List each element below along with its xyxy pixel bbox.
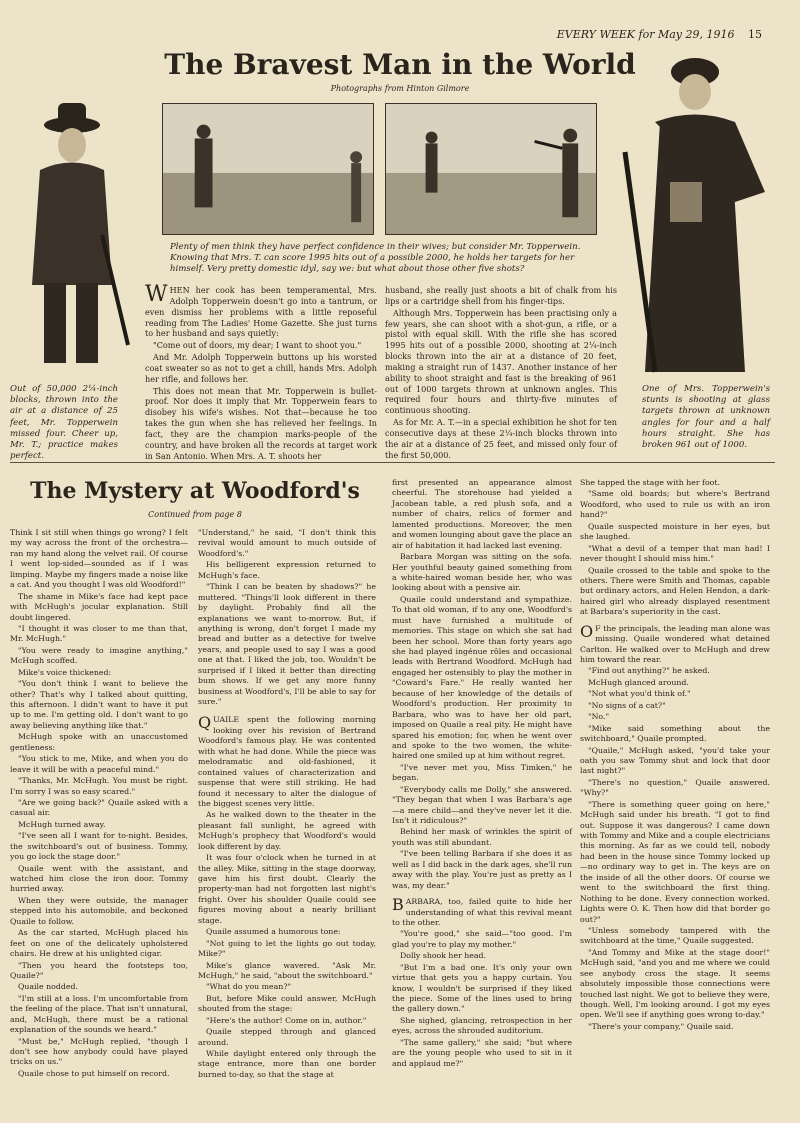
page-number: 15	[748, 28, 762, 41]
paragraph: "There's your company," Quaile said.	[588, 1021, 734, 1031]
paragraph: "There's no question," Quaile answered. "Why?"	[580, 777, 770, 798]
paragraph: first presented an appearance almost cheerful. The storehouse had yielded a Jacobean table, a red plush sofa, and a number of chairs, relics of former and lamented productions. Moreover, the men and women lounging about gave the place an air of habitation it had lacked last evening.	[392, 478, 572, 550]
paragraph: Although Mrs. Topperwein has been practising only a few years, she can shoot with a shot-gun, a rifle, or a pistol with equal skill. With the rifle she has scored 1995 hits out of a possible 2000, shooting at 2¼-inch blocks thrown into the air at a distance of 20 feet, making a straight run of 1437. Another instance of her ability to shoot straight and fast is the breaking of 961 out of 1000 targets thrown at unknown angles. This required four hours and thirty-five minutes of continuous shooting.	[385, 307, 617, 416]
article1-column-2	[385, 285, 617, 462]
paragraph: "What do you mean?"	[206, 982, 292, 992]
paragraph: "Find out anything?" he asked.	[588, 666, 710, 676]
article2-title: The Mystery at Woodford's	[30, 478, 360, 504]
paragraph: Quaile suspected moisture in her eyes, but she laughed.	[580, 521, 770, 542]
paragraph: O F the principals, the leading man alone was missing. Quaile wondered what detained Carlton. He walked over to McHugh and drew him toward the rear.	[580, 621, 770, 664]
paragraph: "Same old boards; but where's Bertrand Woodford, who used to rule us with an iron hand?"	[580, 489, 770, 520]
paragraph: QUAILE spent the following morning looking over his revision of Bertrand Woodford's famous play. He was contented with what he had done. While the piece was melodramatic and old-fashioned, it contained values of characterization and suspense that were still striking. He had found it necessary to alter the dialogue of the biggest scenes very little.	[198, 713, 376, 808]
paragraph: "Are we going back?" Quaile asked with a casual air.	[10, 797, 188, 818]
paragraph: "I thought it was closer to me than that, Mr. McHugh."	[10, 623, 188, 644]
section-divider	[10, 462, 775, 463]
right-caption: One of Mrs. Topperwein's stunts is shooting at glass targets thrown at unknown angles for four and a half hours straight. She has broken 961 out of 1000.	[642, 384, 770, 450]
magazine-name: EVERY WEEK	[556, 28, 636, 41]
paragraph: Think I sit still when things go wrong? I felt my way across the front of the orchestra—ran my hand along the velvet rail. Of course I went lop-sided—sounded as if I was limping. Maybe my fingers made a noise like a cat. And you thought I was old Woodford!"	[10, 528, 188, 590]
target-holding-image	[163, 104, 373, 234]
paragraph: "Think I can be beaten by shadows?" he muttered. "Things'll look different in there by daylight. Probably find all the explanations we want to-morrow. But, if anything is wrong, don't forget I made my bread and butter as a detective for twelve years, and people used to say I was a good one at that. I liked the job, too. Wouldn't be surprised if I liked it better than directing bum shows. If we get any more funny business at Woodford's, I'll be able to say for sure."	[198, 582, 376, 706]
paragraph: While daylight entered only through the stage entrance, more than one border burned to-day, so that the stage at	[198, 1049, 376, 1079]
paragraph: "I've been telling Barbara if she does it as well as I did back in the dark ages, she'll run away with the play. You're just as pretty as I was, my dear."	[392, 849, 572, 890]
paragraph: "Not going to let the lights go out today, Mike?"	[198, 938, 376, 959]
paragraph: Quaile chose to put himself on record.	[18, 1068, 170, 1078]
paragraph: "Come out of doors, my dear; I want to shoot you."	[153, 340, 362, 351]
paragraph: "I'm still at a loss. I'm uncomfortable from the feeling of the place. That isn't unnatural, and, McHugh, there must be a rational explanation of the sounds we heard."	[10, 993, 188, 1035]
paragraph: "Here's the author! Come on in, author."	[206, 1015, 367, 1025]
paragraph: As he walked down to the theater in the pleasant fall sunlight, he agreed with McHugh's prophecy that Woodford's would look different by day.	[198, 810, 376, 851]
photo-shooting	[385, 103, 597, 235]
paragraph: His belligerent expression returned to McHugh's face.	[198, 560, 376, 580]
photo-target-holding	[162, 103, 374, 235]
paragraph: And Mr. Adolph Topperwein buttons up his worsted coat sweater so as not to get a chill, hands Mrs. Adolph her rifle, and follows her.	[145, 352, 377, 384]
paragraph: Mike's glance wavered. "Ask Mr. McHugh," he said, "about the switchboard."	[198, 960, 376, 980]
article2-column-1	[10, 528, 188, 1080]
photo-man-standing	[10, 55, 135, 375]
paragraph: This does not mean that Mr. Topperwein is bullet-proof. Nor does it imply that Mr. Topperwein fears to disobey his wife's wishes. Not that—because he too takes the gun when she has relieved her feelings. In fact, they are the champion marks-people of the country, and have broken all the records at target work in San Antonio. When Mrs. A. T. shoots her	[145, 385, 377, 461]
paragraph: "The same gallery," she said; "but where are the young people who used to sit in it and applaud me?"	[392, 1037, 572, 1068]
paragraph: "There is something queer going on here," McHugh said under his breath. "I got to find out. Suppose it was dangerous? I came down with Tommy and Mike and a couple electricians this morning. As far as we could tell, nobody had been in the house since Tommy locked up—no ordinary way to get in. The keys are on the inside of all the other doors. Of course we went to the switchboard the first thing. Nothing to be done. Every connection worked. Lights were O. K. Then how did that border go out?"	[580, 799, 770, 924]
paragraph: Quaile stepped through and glanced around.	[198, 1027, 376, 1047]
paragraph: "Everybody calls me Dolly," she answered. "They began that when I was Barbara's age—a mere child—and they've never let it die. Isn't it ridiculous?"	[392, 784, 572, 825]
drop-cap: W	[145, 282, 168, 307]
article1-column-1	[145, 282, 377, 463]
paragraph: As for Mr. A. T.—in a special exhibition he shot for ten consecutive days at these 2¼-inch blocks thrown into the air at a distance of 25 feet, and missed only four of the first 50,000.	[385, 417, 617, 460]
photo-credit: Photographs from Hinton Gilmore	[330, 84, 470, 93]
paragraph: Dolly shook her head.	[400, 951, 487, 961]
paragraph: McHugh spoke with an unaccustomed gentleness:	[10, 732, 188, 752]
paragraph: Mike's voice thickened:	[18, 667, 112, 677]
paragraph: Quaile assumed a humorous tone:	[206, 927, 341, 937]
shooting-image	[386, 104, 596, 234]
paragraph: "Not what you'd think of."	[588, 689, 691, 699]
paragraph: When they were outside, the manager stepped into his automobile, and beckoned Quaile to follow.	[10, 895, 188, 926]
paragraph: "What a devil of a temper that man had! I never thought I should miss him."	[580, 543, 770, 564]
paragraph: It was four o'clock when he turned in at the alley. Mike, sitting in the stage doorway, gave him his first doubt. Clearly the property-man had not forgotten last night's fright. Over his shoulder Quaile could see figures moving about a nearly brilliant stage.	[198, 853, 376, 925]
paragraph: McHugh glanced around.	[588, 677, 689, 687]
paragraph: "No."	[588, 712, 610, 722]
paragraph: McHugh turned away.	[18, 819, 106, 829]
paragraph: BARBARA, too, failed quite to hide her understanding of what this revival meant to the other.	[392, 895, 572, 927]
man-figure-image	[10, 55, 135, 375]
paragraph: But, before Mike could answer, McHugh shouted from the stage:	[198, 993, 376, 1014]
paragraph: Quaile could understand and sympathize. To that old woman, if to any one, Woodford's must have furnished a multitude of memories. This stage on which she sat had been her school. More than forty years ago she had played ingénue rôles and occasional leads with Bertrand Woodford. McHugh had engaged her ostensibly to play the mother in "Coward's Fare." He really wanted her because of her knowledge of the details of Woodford's production. Her proximity to Barbara, who was to have her old part, imposed on Quaile a real pity. He might have spared his emotion; for, when he went over and spoke to the two women, the white-haired one smiled up at him without regret.	[392, 594, 572, 761]
paragraph: "But I'm a bad one. It's only your own virtue that gets you a happy curtain. You know, I wouldn't be surprised if they liked the piece. Some of the lines used to bring the gallery down."	[392, 962, 572, 1014]
paragraph: Quaile crossed to the table and spoke to the others. There were Smith and Thomas, capable but ordinary actors, and Helen Hendon, a dark-haired girl who already displayed resentment at Barbara's superiority in the cast.	[580, 565, 770, 617]
issue-date: for May 29, 1916	[638, 28, 735, 41]
article2-column-3	[392, 478, 572, 1070]
paragraph: "I've seen all I want for to-night. Besides, the switchboard's out of business. Tommy, you go lock the stage door."	[10, 831, 188, 862]
running-header	[557, 28, 762, 41]
paragraph: Barbara Morgan was sitting on the sofa. Her youthful beauty gained something from a white-haired woman beside her, who was looking about with a pensive air.	[392, 552, 572, 593]
paragraph: The shame in Mike's face had kept pace with McHugh's jocular explanation. Still doubt lingered.	[10, 591, 188, 622]
paragraph: She sighed, glancing, retrospection in her eyes, across the shrouded auditorium.	[392, 1015, 572, 1036]
paragraph: "Must be," McHugh replied, "though I don't see how anybody could have played tricks on us."	[10, 1036, 188, 1067]
paragraph: "You were ready to imagine anything," McHugh scoffed.	[10, 645, 188, 666]
paragraph: "You stick to me, Mike, and when you do leave it will be with a peaceful mind."	[10, 754, 188, 774]
article1-title: The Bravest Man in the World	[164, 48, 636, 81]
article2-column-4	[580, 478, 770, 1033]
paragraph: WHEN her cook has been temperamental, Mrs. Adolph Topperwein doesn't go into a tantrum, or even dismiss her problems with a little reposeful reading from The Ladies' Home Gazette. She just turns to her husband and says quietly:	[145, 282, 377, 339]
center-caption: Plenty of men think they have perfect confidence in their wives; but consider Mr. Topperwein. Knowing that Mrs. T. can score 1995 hits out of a possible 2000, he holds her targets for her himself. Very pretty domestic idyl, say we: but what about those other five shots?	[170, 242, 581, 275]
drop-cap: Q	[198, 713, 212, 733]
paragraph: "Mike said something about the switchboard," Quaile prompted.	[580, 723, 770, 744]
paragraph: "Unless somebody tampered with the switchboard at the time," Quaile suggested.	[580, 925, 770, 946]
paragraph: "Understand," he said, "I don't think this revival would amount to much outside of Woodford's."	[198, 528, 376, 558]
paragraph: "Thanks, Mr. McHugh. You must be right. I'm sorry I was so easy scared."	[10, 776, 188, 796]
drop-cap: O	[580, 621, 594, 641]
article2-column-2	[198, 528, 376, 1081]
paragraph: She tapped the stage with her foot.	[580, 478, 720, 487]
paragraph: "Quaile," McHugh asked, "you'd take your oath you saw Tommy shut and lock that door last night?"	[580, 745, 770, 776]
paragraph: Behind her mask of wrinkles the spirit of youth was still abundant.	[392, 827, 572, 847]
woman-figure-image	[615, 52, 775, 382]
paragraph: As the car started, McHugh placed his feet on one of the delicately upholstered chairs. He drew at his unlighted cigar.	[10, 928, 188, 959]
continued-note: Continued from page 8	[148, 510, 242, 519]
paragraph: Quaile nodded.	[18, 982, 78, 992]
paragraph: "You don't think I want to believe the other? That's why I talked about quitting, this afternoon. I didn't want to have it put up to me. I'm getting old. I don't want to go away believing anything like that."	[10, 679, 188, 730]
paragraph: Quaile went with the assistant, and watched him close the iron door. Tommy hurried away.	[10, 863, 188, 894]
paragraph: husband, she really just shoots a bit of chalk from his lips or a cartridge shell from his finger-tips.	[385, 285, 617, 306]
paragraph: "I've never met you, Miss Timken," he began.	[392, 762, 572, 783]
paragraph: "You're good," she said—"too good. I'm glad you're to play my mother."	[392, 929, 572, 949]
photo-woman-rifle	[615, 52, 775, 382]
paragraph: "No signs of a cat?"	[588, 700, 666, 710]
left-caption: Out of 50,000 2¼-inch blocks, thrown into the air at a distance of 25 feet, Mr. Topperwein missed four. Cheer up, Mr. T.; practice makes perfect.	[10, 384, 118, 462]
paragraph: "Then you heard the footsteps too, Quaile?"	[10, 960, 188, 980]
paragraph: "And Tommy and Mike at the stage door!" McHugh said, "and you and me where we could see anybody cross the stage. It seems absolutely impossible those connections were touched last night. We got to believe they were, though. Well, I'm looking around. I got my eyes open. We'll see if anything goes wrong to-day."	[580, 947, 770, 1020]
drop-cap: B	[392, 895, 404, 915]
